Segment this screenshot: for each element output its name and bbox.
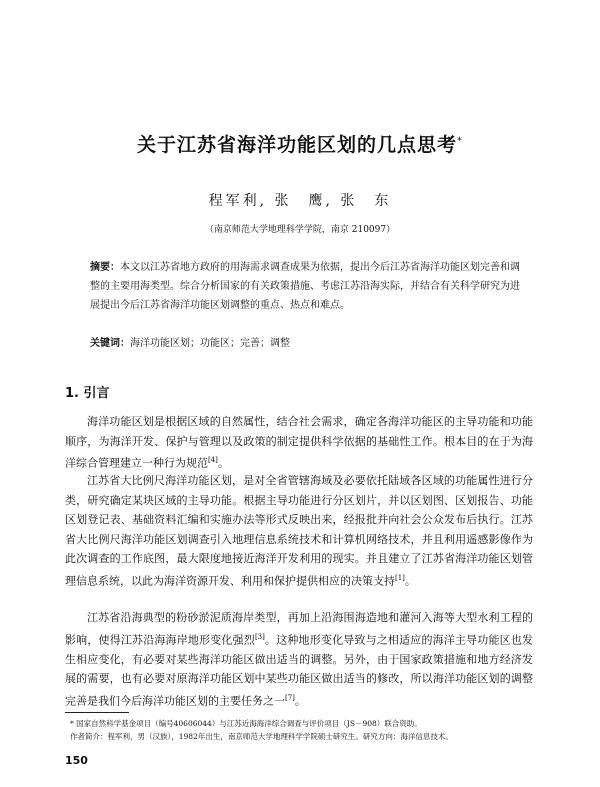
abstract [90,258,520,315]
paper-title [0,130,600,157]
citation-ref: [7] [285,694,295,703]
paragraph-2-end: 。 [404,574,416,588]
author-list: 程军利, 张 鹰, 张 东 [208,193,392,209]
footnote-author-bio: 作者简介：程军利，男（汉族），1982年出生，南京师范大学地理科学学院硕士研究生。研究方向：海洋信息技术。 [70,732,453,741]
title-text: 关于江苏省海洋功能区划的几点思考 [136,134,457,156]
paragraph-2 [65,471,533,591]
footnote-divider [65,712,129,713]
paragraph-1 [65,412,533,473]
paragraph-3-text-b: 。这种地形变化导致与之相适应的海洋主导功能区也发生相应变化，有必要对某些海洋功能区做出适当的调整。另外，由于国家政策措施和地方经济发展的需要，也有必要对原海洋功能区划中某些功能区做出适当的修改，所以海洋功能区划的调整完善是我们今后海洋功能区划的主要任务之一 [65,633,534,708]
paragraph-3-end: 。 [294,694,306,708]
paragraph-3-text-a: 江苏省沿海典型的粉砂淤泥质海岸类型，再加上沿海围海造地和灌河入海等大型水利工程的影响，使得江苏沿海海岸地形变化强烈 [65,611,533,647]
page-number: 150 [65,754,88,767]
section-heading-introduction: 1. 引言 [65,386,110,401]
paragraph-1-end: 。 [217,456,229,470]
citation-ref: [3] [254,632,265,641]
footnote-funding: * 国家自然科学基金项目（编号40606044）与江苏近海海洋综合调查与评价项目（JS－908）联合资助。 [70,719,422,728]
keywords [90,334,520,353]
keywords-label: 关键词： [90,338,130,349]
paragraph-2-text: 江苏省大比例尺海洋功能区划，是对全省管辖海域及必要依托陆域各区域的功能属性进行分类，研究确定某块区域的主导功能。根据主导功能进行分区划片，并以区划图、区划报告、功能区划登记表、基础资料汇编和实施办法等形式反映出来，经报批并向社会公众发布后执行。江苏省大比例尺海洋功能区划调查引入地理信息系统技术和计算机网络技术，并且利用遥感影像作为此次调查的工作底图，最大限度地接近海洋开发利用的现实。并且建立了江苏省海洋功能区划管理信息系统，以此为海洋资源开发、利用和保护提供相应的决策支持 [65,474,533,588]
abstract-text: 本文以江苏省地方政府的用海需求调查成果为依据，提出今后江苏省海洋功能区划完善和调整的主要用海类型。综合分析国家的有关政策措施、考虑江苏沿海实际，并结合有关科学研究为进展提出今后江苏省海洋功能区划调整的重点、热点和难点。 [90,262,520,311]
abstract-label: 摘要： [90,262,120,273]
citation-ref: [1] [395,573,405,582]
citation-ref: [4] [208,456,218,465]
affiliation: （南京师范大学地理科学学院，南京 210097） [204,225,396,235]
paragraph-3 [65,608,533,711]
keywords-text: 海洋功能区划；功能区；完善；调整 [130,338,290,349]
paragraph-1-text: 海洋功能区划是根据区域的自然属性，结合社会需求，确定各海洋功能区的主导功能和功能顺序，为海洋开发、保护与管理以及政策的制定提供科学依据的基础性工作。根本目的在于为海洋综合管理建立一种行为规范 [65,415,533,470]
title-footnote-mark: * [457,135,463,147]
